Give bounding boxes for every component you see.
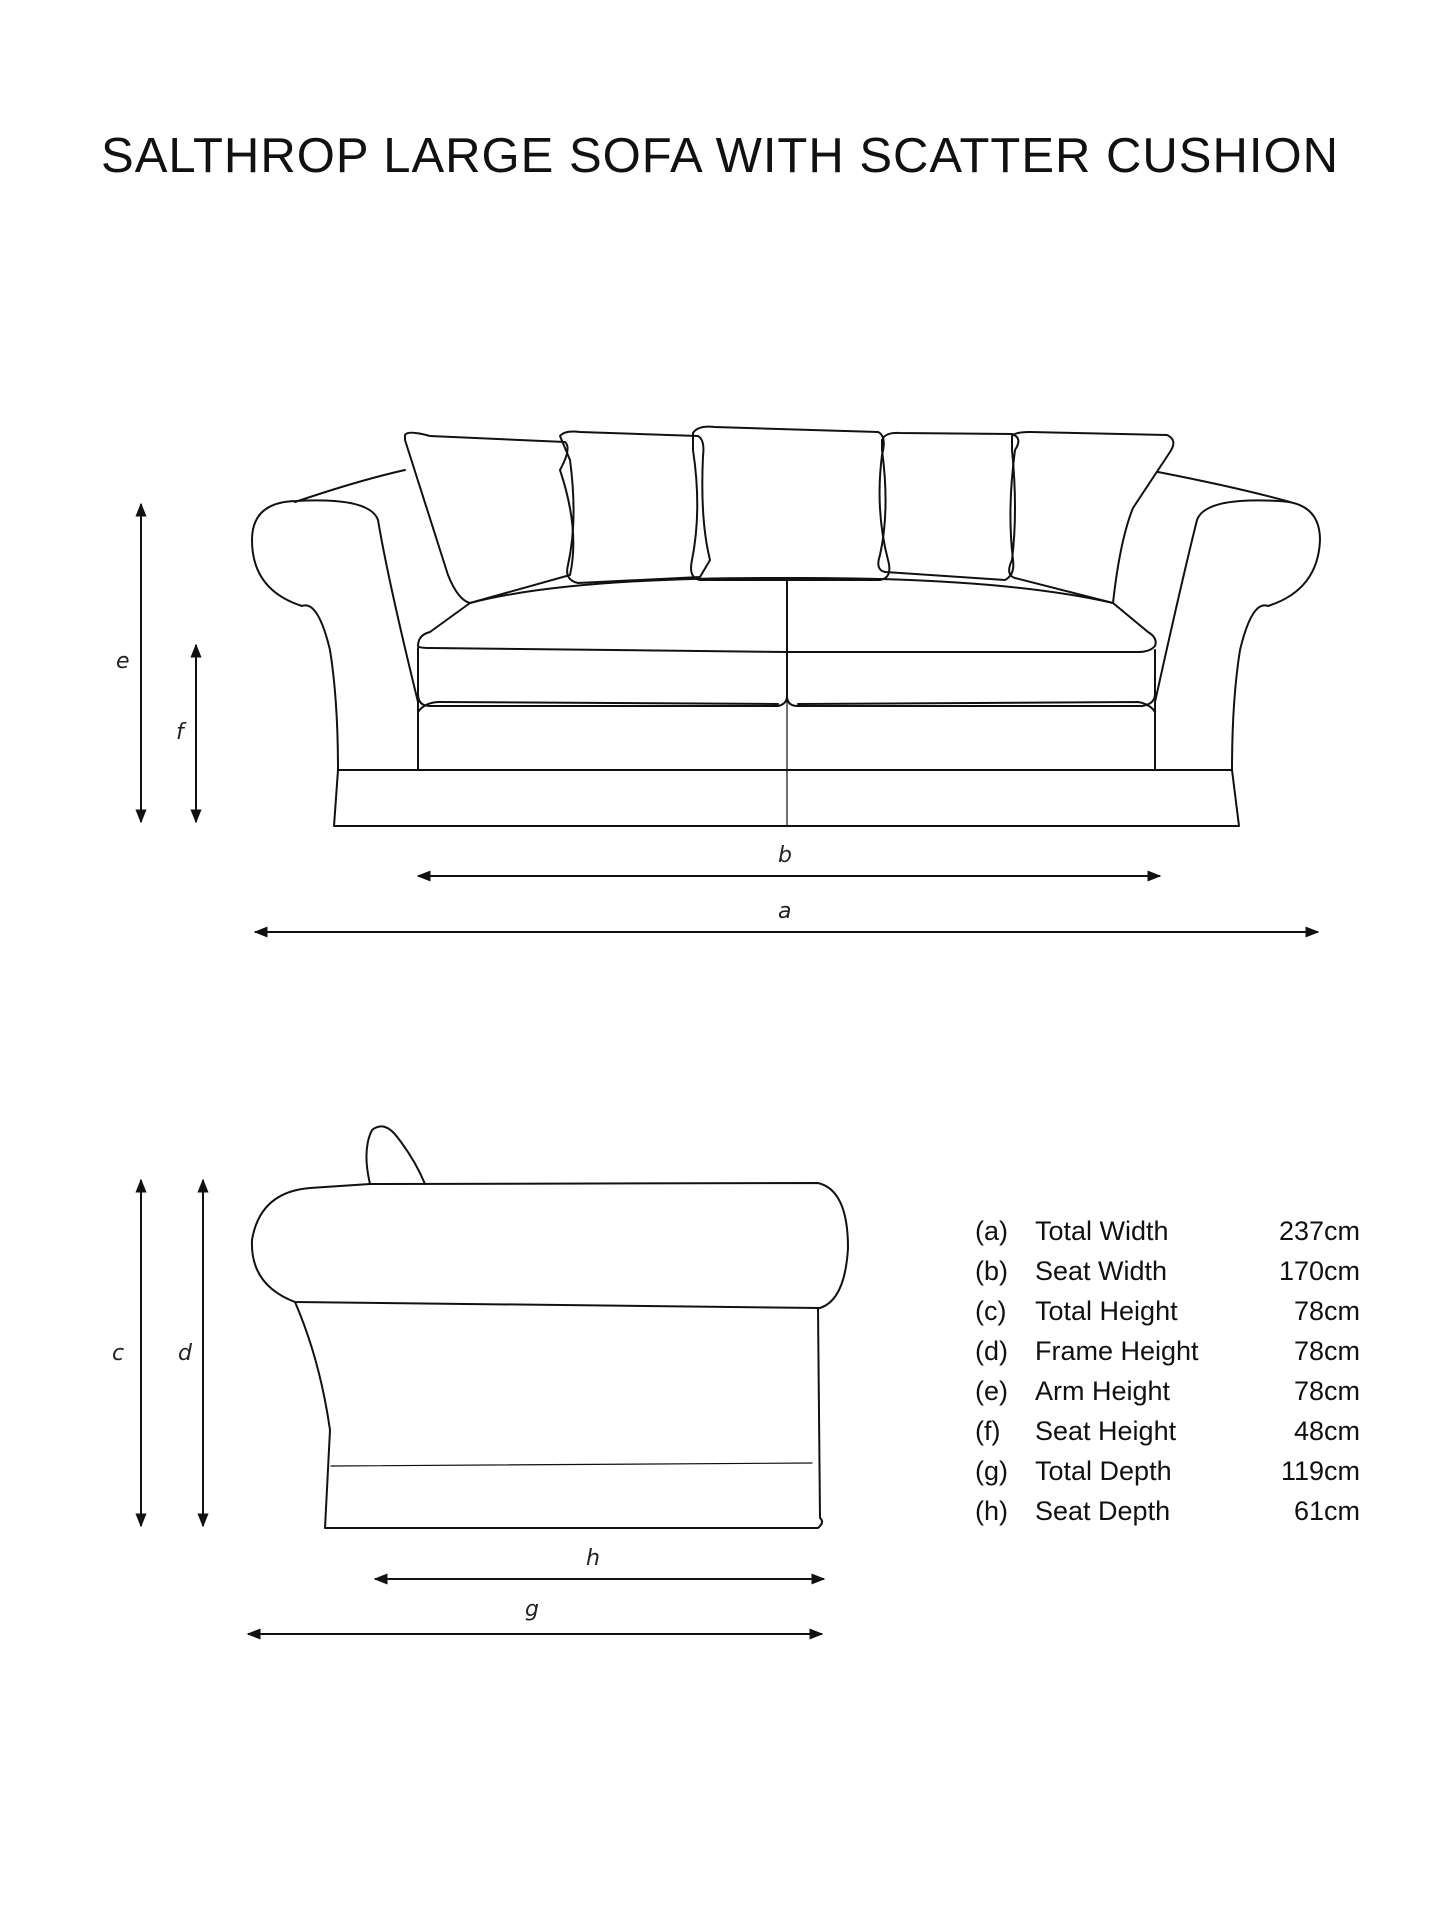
spec-value: 61cm (1293, 1496, 1360, 1526)
spec-code: (e) (975, 1376, 1008, 1406)
spec-code: (f) (975, 1416, 1001, 1446)
front-left-arm (252, 500, 418, 770)
spec-value: 119cm (1280, 1456, 1360, 1486)
side-base-line (331, 1463, 812, 1466)
front-back-cushion-2 (560, 432, 710, 584)
dim-b-label: b (778, 843, 792, 868)
spec-code: (g) (975, 1456, 1008, 1486)
spec-name: Total Height (1035, 1296, 1178, 1326)
front-back-cushion-5 (1009, 432, 1173, 603)
dim-f-label: f (176, 720, 184, 745)
front-seat-front-left (418, 648, 787, 706)
spec-name: Seat Height (1035, 1416, 1177, 1446)
spec-value: 237cm (1278, 1216, 1360, 1246)
front-right-arm (1155, 500, 1320, 770)
side-cushion (366, 1126, 425, 1184)
front-view (252, 427, 1320, 826)
side-arm-roll (252, 1183, 848, 1308)
front-back-cushion-1 (405, 433, 573, 603)
spec-name: Seat Depth (1035, 1496, 1171, 1526)
spec-value: 48cm (1293, 1416, 1360, 1446)
spec-code: (h) (975, 1496, 1008, 1526)
spec-value: 78cm (1293, 1376, 1360, 1406)
dim-c-label: c (112, 1341, 125, 1366)
side-body (295, 1302, 822, 1528)
spec-code: (b) (975, 1256, 1008, 1286)
spec-value: 78cm (1293, 1336, 1360, 1366)
spec-name: Total Depth (1035, 1456, 1172, 1486)
spec-code: (a) (975, 1216, 1008, 1246)
spec-value: 78cm (1293, 1296, 1360, 1326)
dim-h-label: h (586, 1546, 600, 1571)
dim-g-label: g (525, 1597, 539, 1622)
spec-name: Total Width (1035, 1216, 1169, 1246)
page-title: SALTHROP LARGE SOFA WITH SCATTER CUSHION (101, 129, 1339, 183)
spec-value: 170cm (1278, 1256, 1360, 1286)
front-back-cushion-4 (878, 433, 1018, 580)
side-view (252, 1126, 848, 1528)
front-back-cushion-3 (691, 427, 889, 580)
spec-name: Frame Height (1035, 1336, 1199, 1366)
dim-a-label: a (778, 899, 792, 924)
spec-code: (d) (975, 1336, 1008, 1366)
dim-e-label: e (116, 649, 130, 674)
front-seat-cushion-left (418, 578, 787, 652)
front-seat-front-right (787, 650, 1155, 706)
front-seat-cushion-right (787, 578, 1156, 652)
spec-name: Seat Width (1035, 1256, 1168, 1286)
spec-code: (c) (975, 1296, 1007, 1326)
dim-d-label: d (178, 1341, 192, 1366)
spec-name: Arm Height (1035, 1376, 1171, 1406)
